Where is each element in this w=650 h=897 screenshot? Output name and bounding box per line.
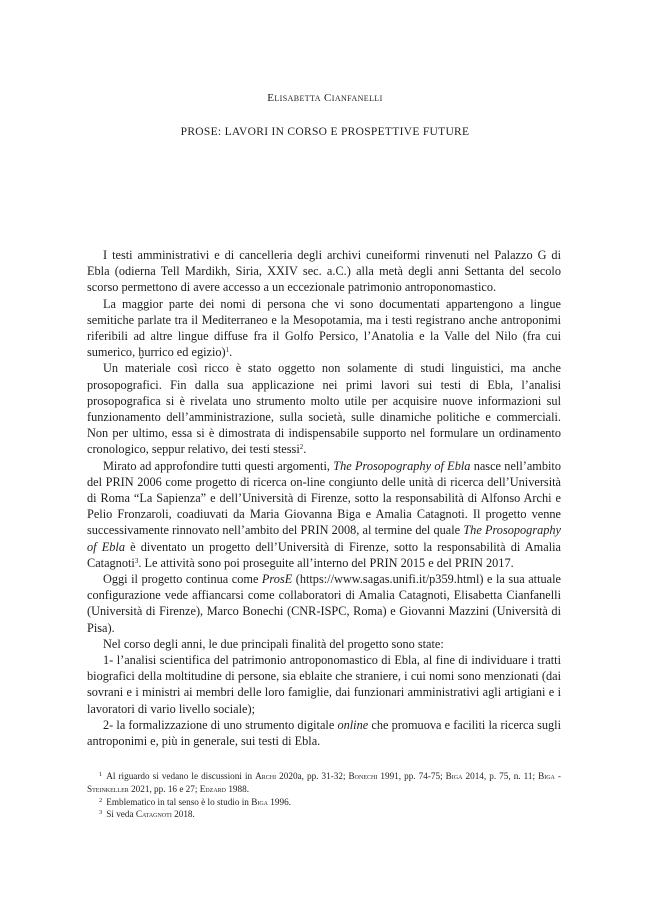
list-item-2-a: 2- la formalizzazione di uno strumento digitale bbox=[103, 717, 338, 732]
paragraph-2-text: La maggior parte dei nomi di persona che vi sono documentati appartengono a lingue semitiche parlate tra il Mediterraneo e la Mesopotamia, ma i testi registrano anche antroponimi riferibili ad altre lingue diffuse fra il Golfo Persico, l’Anatolia e la Valle del Nilo (fra cui sumerico, ḫurrico ed egizio) bbox=[87, 296, 561, 360]
citation-author: Biga - Steinkeller bbox=[87, 771, 561, 794]
footnote-1-text-e: 2021, pp. 16 e 27; bbox=[128, 783, 200, 794]
paragraph-5-b: (https://www.sagas.unifi.it/p359.html) e la sua attuale configurazione vede affiancarsi come collaboratori di Amalia Catagnoti, Elisabetta Cianfanelli (Università di Firenze), Marco Bonechi (CNR-ISPC, Roma) e Giovanni Mazzini (Università di Pisa). bbox=[87, 572, 561, 635]
paragraph-4 bbox=[87, 458, 561, 571]
paragraph-3-text: Un materiale così ricco è stato oggetto non solamente di studi linguistici, ma anche prosopografici. Fin dalla sua applicazione nei primi lavori sui testi di Ebla, l’analisi prosopografica si è rivelata uno strumento molto utile per acquisire nuove informazioni sul funzionamento dell’amministrazione, sulla società, sulle dinamiche politiche e commerciali. Non per ultimo, essa si è dimostrata di indispensabile supporto nel formulare un ordinamento cronologico, seppur relativo, dei testi stessi bbox=[87, 361, 561, 457]
citation-author: Catagnoti bbox=[135, 809, 172, 820]
footnote-ref-1[interactable]: 1 bbox=[225, 346, 230, 355]
footnote-3-text-b: 2018. bbox=[171, 809, 195, 820]
citation-author: Biga bbox=[251, 796, 268, 807]
work-title-2: The Prosopography of Ebla bbox=[87, 523, 562, 554]
footnote-1-text-f: 1988. bbox=[226, 783, 249, 794]
citation-author: Archi bbox=[255, 771, 277, 781]
footnote-1-text-d: 2014, p. 75, n. 11; bbox=[462, 771, 539, 781]
paragraph-2 bbox=[87, 296, 561, 361]
paragraph-4-c: è diventato un progetto dell’Università di Firenze, sotto la responsabilità di Amalia Catagnoti bbox=[87, 539, 561, 570]
citation-author: Bonechi bbox=[348, 771, 378, 781]
footnote-2-text-b: 1996. bbox=[267, 796, 291, 807]
paragraph-4-a: Mirato ad approfondire tutti questi argomenti, bbox=[103, 458, 334, 473]
footnote-number-2: 2 bbox=[99, 796, 103, 804]
paragraph-5 bbox=[87, 571, 561, 636]
footnote-number-3: 3 bbox=[99, 809, 103, 817]
footnote-ref-2[interactable]: 2 bbox=[299, 443, 304, 452]
footnote-3 bbox=[87, 808, 561, 821]
paragraph-4-b: nasce nell’ambito del PRIN 2006 come progetto di ricerca on-line congiunto delle unità di ricerca dell’Università di Roma “La Sapienza” e dell’Università di Firenze, sotto la responsabilità di Alfonso Archi e Pelio Fronzaroli, coadiuvati da Maria Giovanna Biga e Amalia Catagnoti. Il progetto venne successivamente rinnovato nell’ambito del PRIN 2008, al termine del quale bbox=[87, 458, 561, 538]
article-body bbox=[87, 247, 561, 749]
paragraph-3 bbox=[87, 360, 561, 457]
footnote-number-1: 1 bbox=[99, 771, 103, 778]
footnote-1-text-c: 1991, pp. 74-75; bbox=[377, 771, 446, 781]
citation-author: Edzard bbox=[199, 783, 227, 794]
online-term: online bbox=[337, 717, 369, 732]
footnote-1-text-b: 2020a, pp. 31-32; bbox=[276, 771, 349, 781]
paragraph-4-d: . Le attività sono poi proseguite all’interno del PRIN 2015 e del PRIN 2017. bbox=[138, 555, 514, 570]
list-item-2 bbox=[87, 717, 561, 749]
paragraph-5-a: Oggi il progetto continua come bbox=[103, 572, 262, 587]
footnotes bbox=[87, 770, 561, 821]
citation-author: Biga bbox=[445, 771, 463, 781]
footnote-2 bbox=[87, 796, 561, 809]
author-name: Elisabetta Cianfanelli bbox=[267, 92, 383, 104]
list-item-1: 1- l’analisi scientifica del patrimonio antroponomastico di Ebla, al fine di individuare i tratti biografici della moltitudine di persone, sia eblaite che straniere, i cui nomi sono menzionati (dai sovrani e i ministri ai membri delle loro famiglie, dai funzionari amministrativi agli artigiani e i lavoratori di vario livello sociale); bbox=[87, 653, 561, 716]
article-title: PROSE: LAVORI IN CORSO E PROSPETTIVE FUTURE bbox=[180, 126, 470, 138]
footnote-3-text-a: Si veda bbox=[106, 809, 136, 820]
footnote-1 bbox=[87, 770, 561, 796]
work-title-1: The Prosopography of Ebla bbox=[333, 458, 471, 473]
footnote-ref-3[interactable]: 3 bbox=[134, 556, 139, 565]
paragraph-3-end: . bbox=[303, 442, 307, 457]
project-name: ProsE bbox=[261, 572, 293, 587]
paragraph-2-end: . bbox=[229, 345, 233, 360]
paragraph-1: I testi amministrativi e di cancelleria degli archivi cuneiformi rinvenuti nel Palazzo G di Ebla (odierna Tell Mardikh, Siria, XXIV sec. a.C.) alla metà degli anni Settanta del secolo scorso permettono di avere accesso a un eccezionale patrimonio antroponomastico. bbox=[87, 248, 561, 295]
paragraph-6: Nel corso degli anni, le due principali finalità del progetto sono state: bbox=[103, 636, 444, 651]
list-item-2-b: che promuova e faciliti la ricerca sugli antroponimi e, più in generale, sui testi di Ebla. bbox=[87, 717, 561, 749]
footnote-2-text-a: Emblematico in tal senso è lo studio in bbox=[106, 796, 252, 807]
footnote-1-text-a: Al riguardo si vedano le discussioni in bbox=[106, 771, 256, 781]
